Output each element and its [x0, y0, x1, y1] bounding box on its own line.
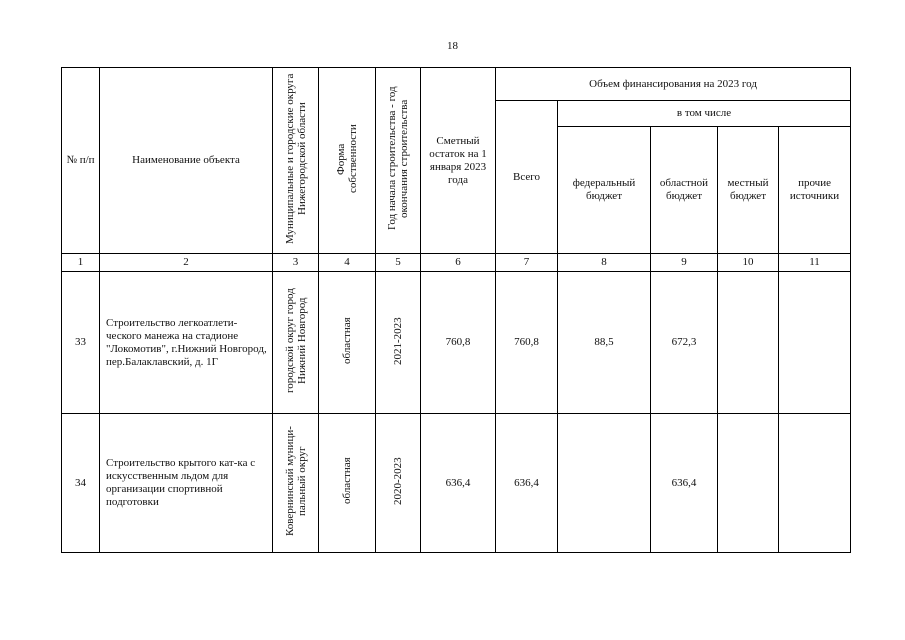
header-years	[376, 68, 421, 254]
row-years	[376, 272, 421, 414]
row-years-text: 2021-2023	[392, 316, 404, 365]
header-funding: Объем финансирования на 2023 год	[496, 68, 851, 101]
row-local	[718, 414, 779, 553]
column-number: 2	[100, 254, 273, 272]
header-estimate: Сметный остаток на 1 января 2023 года	[421, 68, 496, 254]
row-estimate: 760,8	[421, 272, 496, 414]
column-number: 1	[62, 254, 100, 272]
page-number: 18	[447, 40, 458, 52]
row-total: 636,4	[496, 414, 558, 553]
row-ownership	[319, 414, 376, 553]
row-federal: 88,5	[558, 272, 651, 414]
header-ownership-text: Форма собственности	[335, 124, 359, 193]
financing-table	[61, 67, 851, 553]
header-name: Наименование объекта	[100, 68, 273, 254]
column-number: 7	[496, 254, 558, 272]
table-row	[62, 414, 851, 553]
header-regional: областной бюджет	[651, 127, 718, 254]
table-row	[62, 272, 851, 414]
row-years	[376, 414, 421, 553]
row-federal	[558, 414, 651, 553]
header-federal: федеральный бюджет	[558, 127, 651, 254]
row-no: 33	[62, 272, 100, 414]
column-number: 5	[376, 254, 421, 272]
header-municipality	[273, 68, 319, 254]
row-municipality-text: городской округ город Нижний Новгород	[283, 288, 308, 393]
column-number: 3	[273, 254, 319, 272]
column-number: 11	[779, 254, 851, 272]
row-ownership-text: областная	[341, 457, 353, 505]
column-number: 4	[319, 254, 376, 272]
row-years-text: 2020-2023	[392, 457, 404, 505]
row-other	[779, 414, 851, 553]
column-number-row	[62, 254, 851, 272]
row-municipality-text: Ковернинский муници-пальный округ	[283, 426, 308, 536]
column-number: 6	[421, 254, 496, 272]
row-municipality	[273, 272, 319, 414]
header-years-text: Год начала строительства - год окончания строительства	[386, 86, 410, 231]
column-number: 10	[718, 254, 779, 272]
header-total: Всего	[496, 101, 558, 254]
row-local	[718, 272, 779, 414]
row-estimate: 636,4	[421, 414, 496, 553]
header-municipality-text: Муниципальные и городские округа Нижегородской области	[283, 73, 308, 244]
header-other: прочие источники	[779, 127, 851, 254]
row-total: 760,8	[496, 272, 558, 414]
header-no: № п/п	[62, 68, 100, 254]
row-name: Строительство легкоатлети-ческого манежа на стадионе "Локомотив", г.Нижний Новгород, пер.Балаклавский, д. 1Г	[100, 272, 273, 414]
column-number: 8	[558, 254, 651, 272]
row-ownership	[319, 272, 376, 414]
row-no: 34	[62, 414, 100, 553]
row-regional: 672,3	[651, 272, 718, 414]
row-regional: 636,4	[651, 414, 718, 553]
header-local: местный бюджет	[718, 127, 779, 254]
row-name: Строительство крытого кат-ка с искусственным льдом для организации спортивной подготовки	[100, 414, 273, 553]
header-ownership	[319, 68, 376, 254]
row-municipality	[273, 414, 319, 553]
row-ownership-text: областная	[341, 317, 353, 364]
row-other	[779, 272, 851, 414]
column-number: 9	[651, 254, 718, 272]
header-including: в том числе	[558, 101, 851, 127]
